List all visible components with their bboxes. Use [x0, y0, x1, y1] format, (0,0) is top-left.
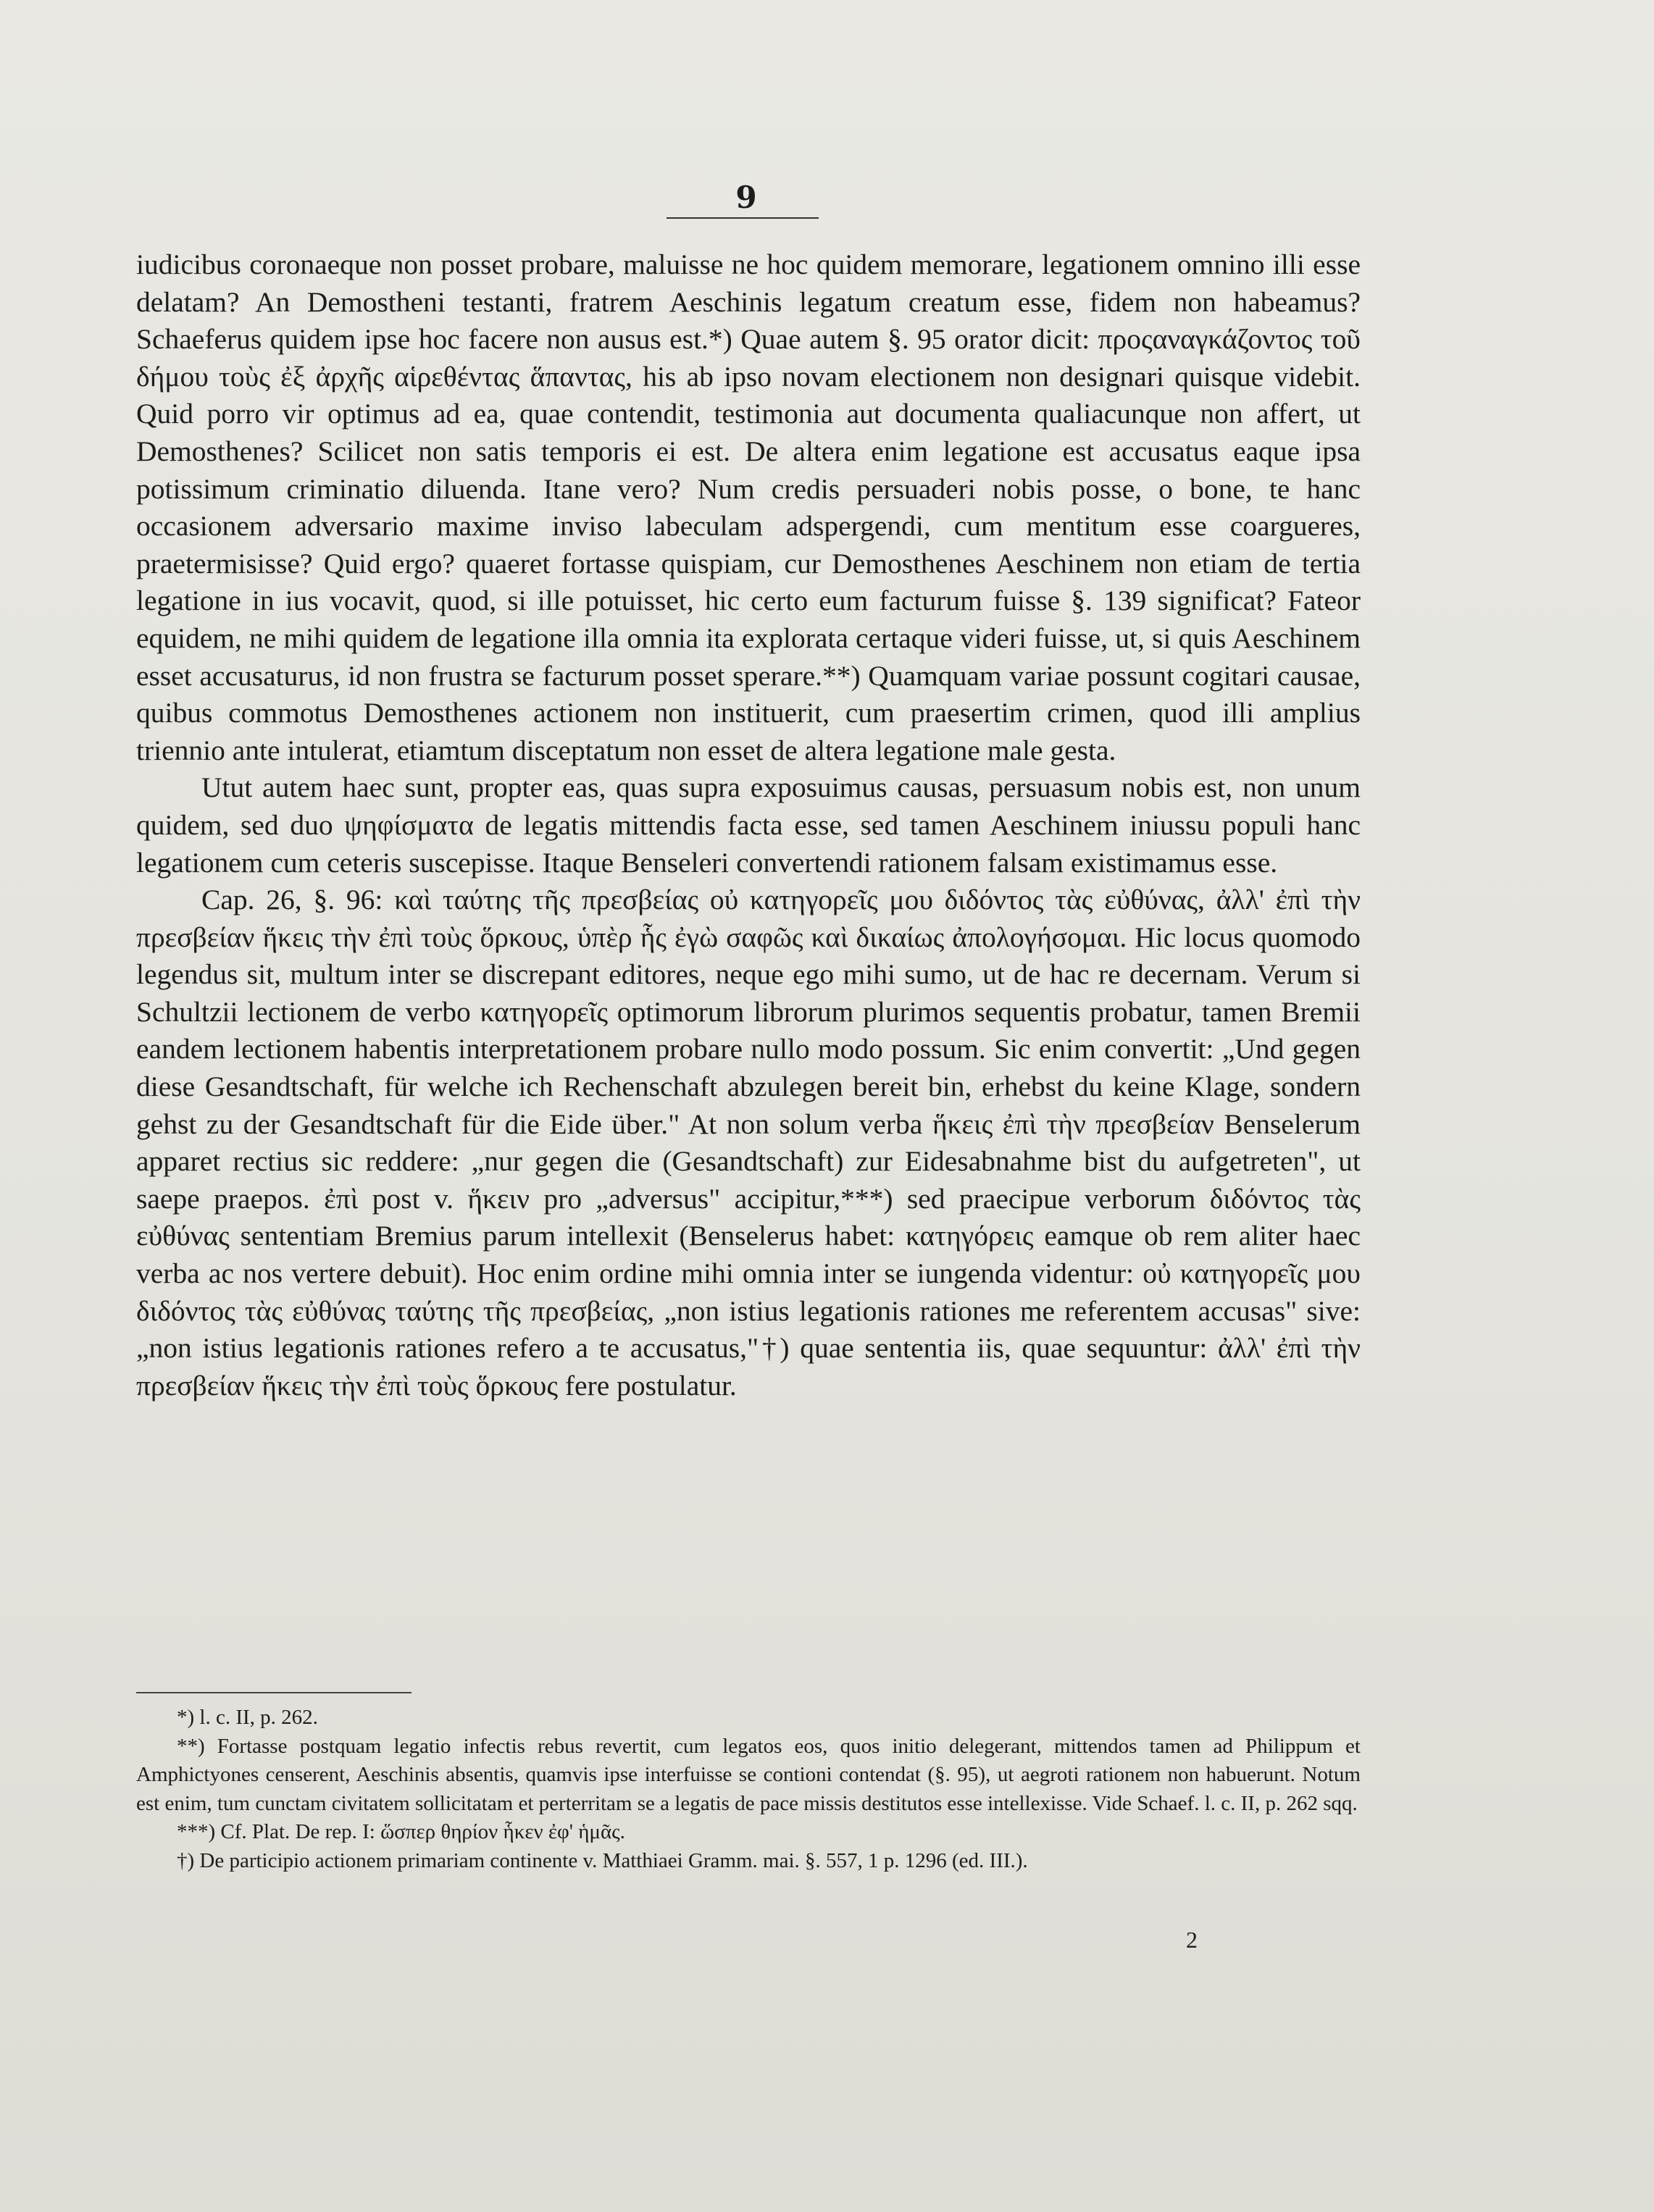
paragraph-3: Cap. 26, §. 96: καὶ ταύτης τῆς πρεσβείας οὐ κατηγορεῖς μου διδόντος τὰς εὐθύνας, ἀλλ' ἐπὶ τὴν πρεσβείαν ἥκεις τὴν ἐπὶ τοὺς ὅρκους, ὑπὲρ ἧς ἐγὼ σαφῶς καὶ δικαίως ἀπολογήσομαι. Hic locus quomodo legendus sit, multum inter se discrepant editores, neque ego mihi sumo, ut de hac re decernam. Verum si Schultzii lectionem de verbo κατηγορεῖς optimorum librorum plurimos sequentis probatur, tamen Bremii eandem lectionem habentis interpretationem probare nullo modo possum. Sic enim convertit: „Und gegen diese Gesandtschaft, für welche ich Rechenschaft abzulegen bereit bin, erhebst du keine Klage, sondern gehst zu der Gesandtschaft für die Eide über." At non solum verba ἥκεις ἐπὶ τὴν πρεσβείαν Benselerum apparet rectius sic reddere: „nur gegen die (Gesandtschaft) zur Eidesabnahme bist du aufgetreten", ut saepe praepos. ἐπὶ post v. ἥκειν pro „adversus" accipitur,***) sed praecipue verborum διδόντος τὰς εὐθύνας sententiam Bremius parum intellexit (Benselerus habet: κατηγόρεις eamque ob rem aliter haec verba ac nos vertere debuit). Hoc enim ordine mihi omnia inter se iungenda videntur: οὐ κατηγορεῖς μου διδόντος τὰς εὐθύνας ταύτης τῆς πρεσβείας, „non istius legationis rationes me referentem accusas" sive: „non istius legationis rationes refero a te accusatus,"†) quae sententia iis, quae sequuntur: ἀλλ' ἐπὶ τὴν πρεσβείαν ἥκεις τὴν ἐπὶ τοὺς ὅρκους fere postulatur. [136, 884, 1361, 1402]
footnote-rule [136, 1692, 412, 1693]
footnote-4: †) De participio actionem primariam continente v. Matthiaei Gramm. mai. §. 557, 1 p. 1296 (ed. III.). [177, 1848, 1028, 1872]
signature-mark: 2 [1186, 1927, 1198, 1953]
footnote-3: ***) Cf. Plat. De rep. I: ὥσπερ θηρίον ἧκεν ἐφ' ἡμᾶς. [177, 1820, 625, 1843]
body-text [136, 246, 1361, 1404]
page-number: 9 [735, 180, 757, 215]
paragraph-1: iudicibus coronaeque non posset probare, maluisse ne hoc quidem memorare, legationem omnino illi esse delatam? An Demostheni testanti, fratrem Aeschinis legatum creatum esse, fidem non habeamus? Schaeferus quidem ipse hoc facere non ausus est.*) Quae autem §. 95 orator dicit: προςαναγκάζοντος τοῦ δήμου τοὺς ἐξ ἀρχῆς αἱρεθέντας ἅπαντας, his ab ipso novam electionem non designari quisque videbit. Quid porro vir optimus ad ea, quae contendit, testimonia aut documenta qualiacunque non affert, ut Demosthenes? Scilicet non satis temporis ei est. De altera enim legatione est accusatus eaque ipsa potissimum criminatio diluenda. Itane vero? Num credis persuaderi nobis posse, o bone, te hanc occasionem adversario maxime inviso labeculam adspergendi, cum mentitum esse coargueres, praetermisisse? Quid ergo? quaeret fortasse quispiam, cur Demosthenes Aeschinem non etiam de tertia legatione in ius vocavit, quod, si ille potuisset, hic certo eum facturum fuisse §. 139 significat? Fateor equidem, ne mihi quidem de legatione illa omnia ita explorata certaque videri fuisse, ut, si quis Aeschinem esset accusaturus, id non frustra se facturum posset sperare.**) Quamquam variae possunt cogitari causae, quibus commotus Demosthenes actionem non instituerit, cum praesertim crimen, quod illi amplius triennio ante intulerat, etiamtum disceptatum non esset de altera legatione male gesta. [136, 248, 1361, 766]
footnotes [136, 1704, 1361, 1875]
footnote-2: **) Fortasse postquam legatio infectis rebus revertit, cum legatos eos, quos initio delegerant, mittendos tamen ad Philippum et Amphictyones censerent, Aeschinis absentis, quamvis ipse interfuisse se contioni contendat (§. 95), ut aegroti rationem non habuerunt. Notum est enim, tum cunctam civitatem sollicitatam et perterritam se a legatis de pace missis destitutos esse intellexisse. Vide Schaef. l. c. II, p. 262 sqq. [136, 1734, 1361, 1815]
page-number-rule [667, 217, 819, 219]
footnote-1: *) l. c. II, p. 262. [177, 1706, 318, 1729]
paragraph-2: Utut autem haec sunt, propter eas, quas supra exposuimus causas, persuasum nobis est, non unum quidem, sed duo ψηφίσματα de legatis mittendis facta esse, sed tamen Aeschinem iniussu populi hanc legationem cum ceteris suscepisse. Itaque Benseleri convertendi rationem falsam existimamus esse. [136, 771, 1361, 879]
